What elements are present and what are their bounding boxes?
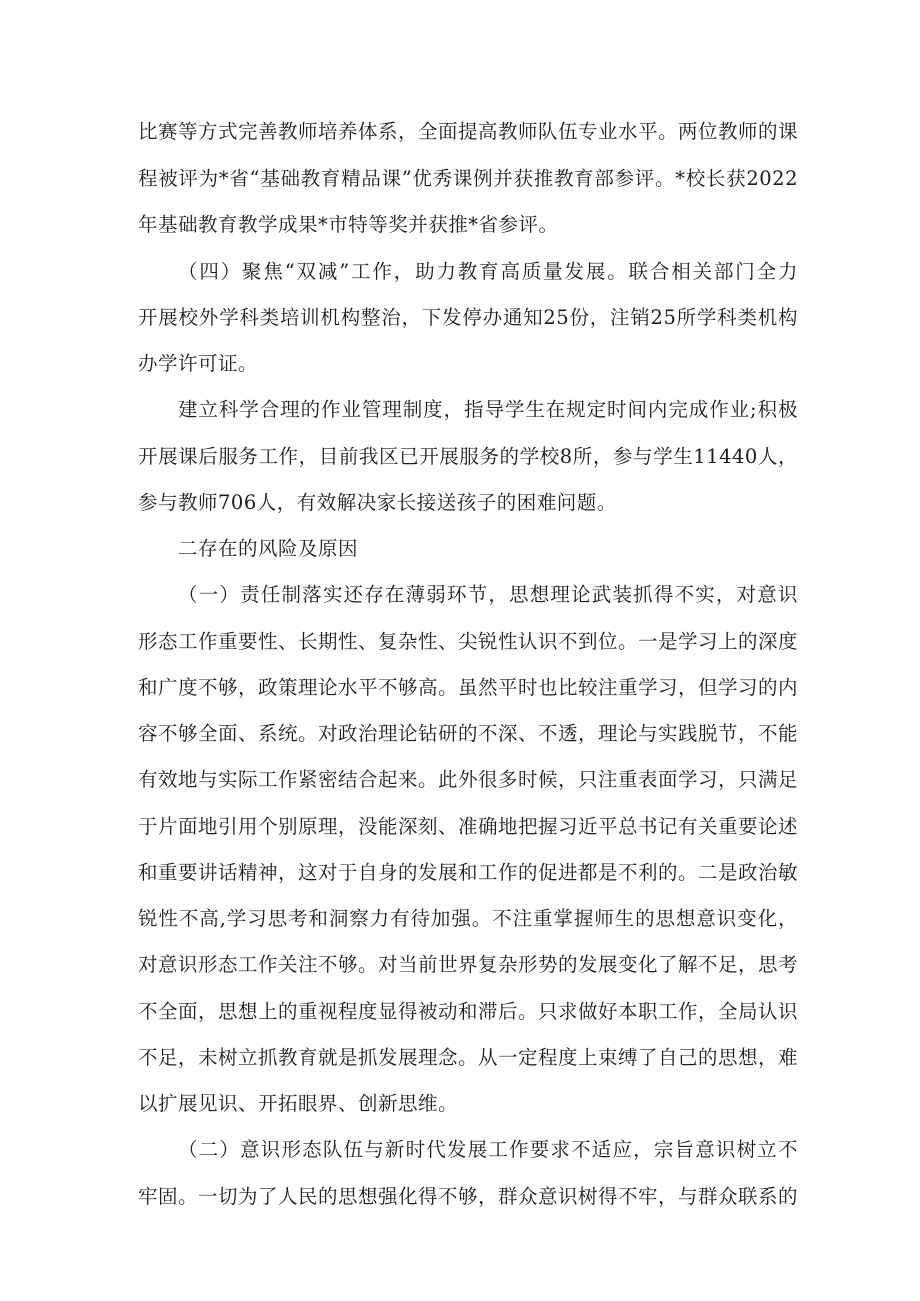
text-line: 于片面地引用个别原理，没能深刻、准确地把握习近平总书记有关重要论述 — [138, 815, 799, 838]
text-line: 比赛等方式完善教师培养体系，全面提高教师队伍专业水平。两位教师的课 — [138, 120, 799, 143]
text-line: 牢固。一切为了人民的思想强化得不够，群众意识树得不牢，与群众联系的 — [138, 1185, 799, 1208]
text-line: 容不够全面、系统。对政治理论钻研的不深、不透，理论与实践脱节，不能 — [138, 722, 799, 745]
text-line: 不足，未树立抓教育就是抓发展理念。从一定程度上束缚了自己的思想，难 — [138, 1046, 799, 1069]
text-line: 开展校外学科类培训机构整治，下发停办通知25份，注销25所学科类机构 — [138, 306, 798, 329]
section-heading: 二存在的风险及原因 — [178, 537, 359, 560]
text-line: 参与教师706人，有效解决家长接送孩子的困难问题。 — [138, 491, 617, 514]
text-line: 和重要讲话精神，这对于自身的发展和工作的促进都是不利的。二是政治敏 — [138, 861, 799, 884]
text-line: 开展课后服务工作，目前我区已开展服务的学校8所，参与学生11440人， — [138, 445, 798, 468]
paragraph-heading-2: （二）意识形态队伍与新时代发展工作要求不适应，宗旨意识树立不 — [178, 1138, 798, 1161]
text-line: 程被评为*省“基础教育精品课”优秀课例并获推教育部参评。*校长获2022 — [138, 167, 798, 190]
paragraph-heading-1: （一）责任制落实还存在薄弱环节，思想理论武装抓得不实，对意识 — [178, 583, 798, 606]
text-line: 不全面，思想上的重视程度显得被动和滞后。只求做好本职工作，全局认识 — [138, 1000, 799, 1023]
text-line: 和广度不够，政策理论水平不够高。虽然平时也比较注重学习，但学习的内 — [138, 676, 799, 699]
text-line: 对意识形态工作关注不够。对当前世界复杂形势的发展变化了解不足，思考 — [138, 953, 799, 976]
text-line: 年基础教育教学成果*市特等奖并获推*省参评。 — [138, 213, 559, 236]
text-line: 建立科学合理的作业管理制度，指导学生在规定时间内完成作业;积极 — [178, 398, 798, 421]
text-line: 锐性不高,学习思考和洞察力有待加强。不注重掌握师生的思想意识变化， — [138, 907, 798, 930]
text-line: 办学许可证。 — [138, 352, 259, 375]
paragraph-heading-4: （四）聚焦“双减”工作，助力教育高质量发展。联合相关部门全力 — [178, 260, 798, 283]
text-line: 有效地与实际工作紧密结合起来。此外很多时候，只注重表面学习，只满足 — [138, 768, 799, 791]
text-line: 以扩展见识、开拓眼界、创新思维。 — [138, 1092, 459, 1115]
text-line: 形态工作重要性、长期性、复杂性、尖锐性认识不到位。一是学习上的深度 — [138, 630, 799, 653]
